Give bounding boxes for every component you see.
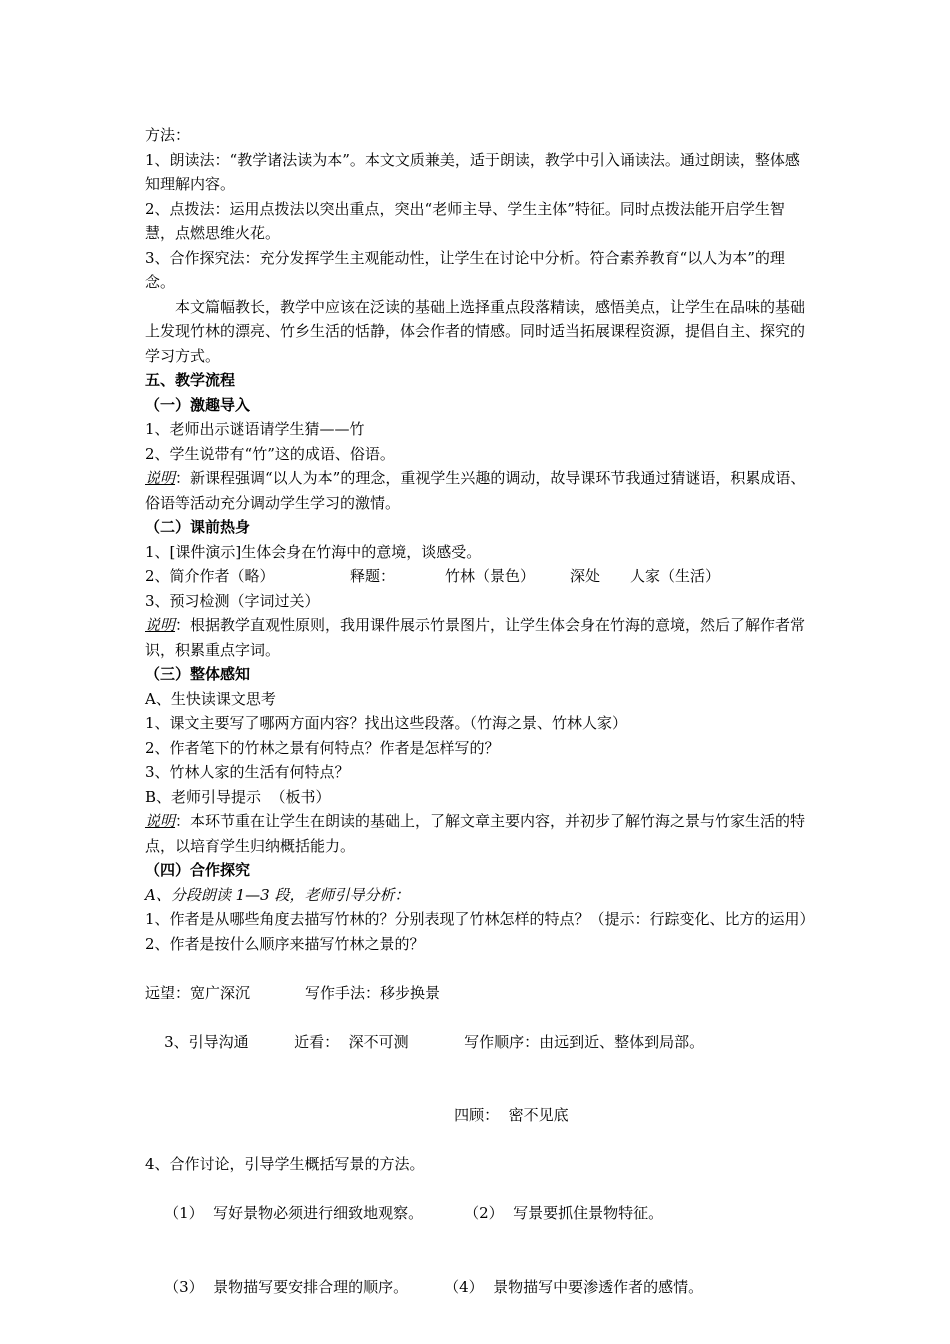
- board-far-view: 远望：宽广深沉: [145, 983, 251, 1002]
- section-heading-teaching-flow: 五、教学流程: [145, 371, 236, 389]
- method-row: [145, 1250, 810, 1324]
- note-label: 说明: [145, 616, 176, 634]
- board-row: [145, 1079, 810, 1153]
- note-label: 说明: [145, 469, 176, 487]
- explanation-note: [145, 809, 810, 858]
- board-row: [145, 981, 810, 1006]
- list-item: 1、课文主要写了哪两方面内容？找出这些段落。（竹海之景、竹林人家）: [145, 714, 628, 732]
- note-label: 说明: [145, 812, 176, 830]
- note-text: ：新课程强调“以人为本”的理念，重视学生兴趣的调动，故导课环节我通过猜谜语，积累成语、俗语等活动充分调动学生学习的激情。: [145, 469, 806, 512]
- author-intro: 2、简介作者（略）: [145, 567, 275, 585]
- blank-line: [145, 956, 810, 981]
- title-explanation-label: 释题：: [350, 567, 396, 585]
- method-guidance: 2、点拨法：运用点拨法以突出重点，突出“老师主导、学生主体”特征。同时点拨法能开启学生智慧，点燃思维火花。: [145, 199, 785, 242]
- board-writing-order: 写作顺序：由远到近、整体到局部。: [464, 1032, 705, 1051]
- note-text: ：根据教学直观性原则，我用课件展示竹景图片，让学生体会身在竹海的意境，然后了解作者常识，积累重点字词。: [145, 616, 806, 659]
- method-item: （1） 写好景物必须进行细致地观察。: [164, 1204, 424, 1222]
- title-explanation-row: [145, 564, 810, 589]
- list-item: A、生快读课文思考: [145, 689, 276, 708]
- method-row: [145, 1177, 810, 1251]
- list-item: 1、老师出示谜语请学生猜——竹: [145, 420, 365, 438]
- method-reading: 1、朗读法：“教学诸法读为本”。本文文质兼美，适于朗读，教学中引入诵读法。通过朗读，整体感知理解内容。: [145, 150, 800, 193]
- board-near-view: 近看： 深不可测: [294, 1032, 409, 1051]
- list-item: 4、合作讨论，引导学生概括写景的方法。: [145, 1155, 425, 1173]
- method-item: （4） 景物描写中要渗透作者的感情。: [444, 1277, 704, 1296]
- method-cooperative: 3、合作探究法：充分发挥学生主观能动性，让学生在讨论中分析。符合素养教育“以人为本”的理念。: [145, 248, 785, 291]
- part-heading-overall-perception: （三）整体感知: [145, 665, 251, 683]
- document-page: [145, 123, 815, 1324]
- method-item: （2） 写景要抓住景物特征。: [464, 1204, 664, 1222]
- part-heading-cooperative-inquiry: （四）合作探究: [145, 861, 251, 879]
- list-item: B、老师引导提示 （板书）: [145, 787, 331, 806]
- methods-heading: 方法：: [145, 126, 191, 144]
- explanation-note: [145, 613, 810, 662]
- method-item: （3） 景物描写要安排合理的顺序。: [164, 1277, 409, 1296]
- part-heading-warmup: （二）课前热身: [145, 518, 251, 536]
- explanation-note: [145, 466, 810, 515]
- part-heading-introduction: （一）激趣导入: [145, 395, 251, 414]
- list-item: 2、学生说带有“竹”这的成语、俗语。: [145, 444, 395, 463]
- list-item: 1、[课件演示]生体会身在竹海中的意境，谈感受。: [145, 542, 482, 561]
- board-writing-technique: 写作手法：移步换景: [305, 983, 441, 1002]
- list-item: 3、竹林人家的生活有何特点？: [145, 763, 350, 781]
- list-item: 3、预习检测（字词过关）: [145, 591, 320, 610]
- methods-summary: 本文篇幅教长，教学中应该在泛读的基础上选择重点段落精读，感悟美点，让学生在品味的基础上发现竹林的漂亮、竹乡生活的恬静，体会作者的情感。同时适当拓展课程资源，提倡自主、探究的学习方式。: [145, 297, 806, 365]
- list-item: 2、作者笔下的竹林之景有何特点？作者是怎样写的？: [145, 738, 500, 757]
- note-text: ：本环节重在让学生在朗读的基础上，了解文章主要内容，并初步了解竹海之景与竹家生活的特点，以培育学生归纳概括能力。: [145, 812, 806, 855]
- board-guide-communicate: 3、引导沟通: [164, 1032, 249, 1051]
- title-part-deep: 深处: [570, 567, 601, 585]
- list-item: 1、作者是从哪些角度去描写竹林的？分别表现了竹林怎样的特点？（提示：行踪变化、比方的运用）: [145, 910, 815, 928]
- title-part-family: 人家（生活）: [630, 567, 721, 585]
- list-item: A、分段朗读 1—3 段，老师引导分析：: [145, 885, 410, 904]
- board-look-around: 四顾： 密不见底: [454, 1106, 569, 1124]
- board-row: [145, 1005, 810, 1079]
- list-item: 2、作者是按什么顺序来描写竹林之景的？: [145, 934, 425, 953]
- title-part-bamboo: 竹林（景色）: [445, 567, 536, 585]
